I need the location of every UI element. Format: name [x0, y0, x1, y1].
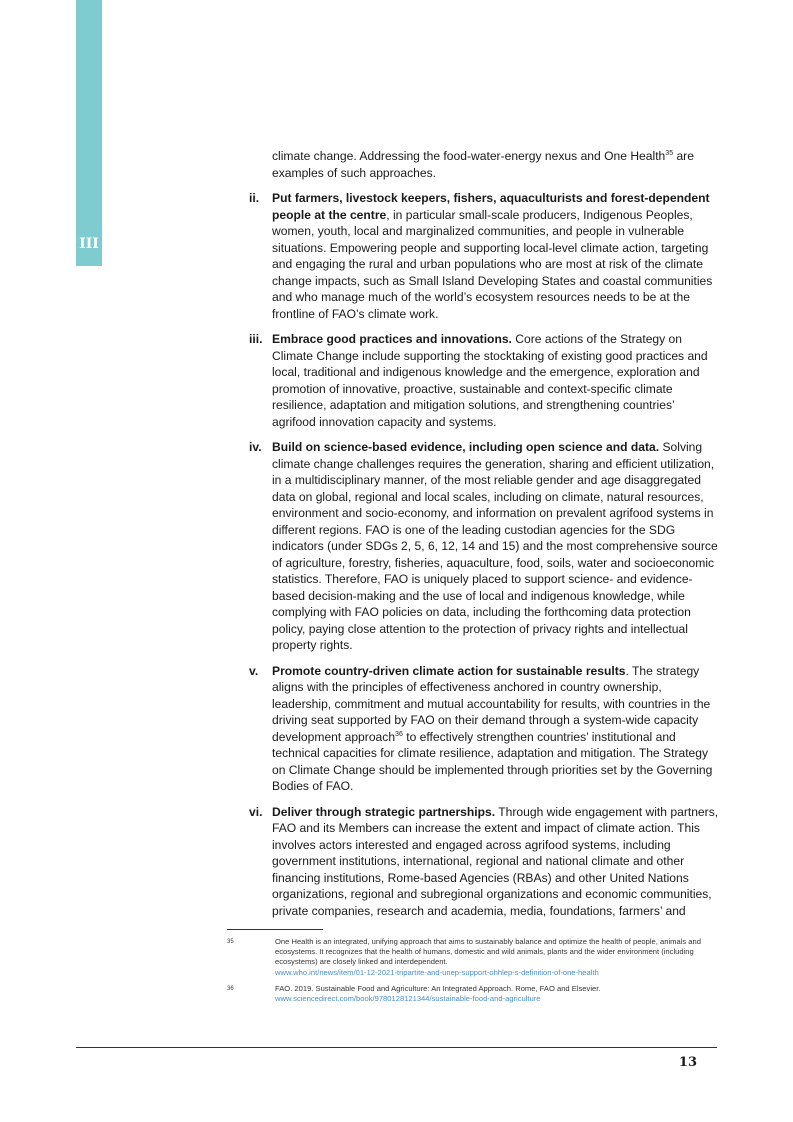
list-item-number: ii.: [249, 191, 260, 205]
chapter-number: III: [79, 236, 99, 252]
list-item-number: v.: [249, 663, 259, 678]
list-item-ii: [249, 190, 719, 322]
footnote-link[interactable]: www.sciencedirect.com/book/9780128121344/sustainable-food-and-agriculture: [275, 994, 541, 1004]
list-item-iv: [249, 439, 719, 654]
footnote-number: 35: [227, 939, 234, 945]
list-item-v: [249, 663, 719, 795]
list-item-text: Deliver through strategic partnerships. Through wide engagement with partners, FAO and its Members can increase the extent and impact of climate action. This involves actors interested and engaged across agrifood systems, including government institutions, international, regional and national climate and other financing institutions, Rome-based Agencies (RBAs) and other United Nations organizations, regional and subregional organizations and economic communities, private companies, research and academia, media, foundations, farmers’ and: [272, 804, 719, 918]
page-number: 13: [678, 1055, 697, 1070]
list-item-number: iv.: [249, 440, 262, 454]
footnote-divider: [227, 929, 323, 930]
list-item-number: iii.: [249, 332, 263, 346]
list-item-vi: [249, 804, 719, 920]
main-text: [249, 148, 719, 928]
footnote-35: [227, 937, 722, 978]
list-item-text: Promote country-driven climate action for sustainable results. The strategy aligns with the principles of effectiveness anchored in country ownership, leadership, commitment and mutual accountability for results, with countries in the driving seat supported by FAO on their demand through a system-wide capacity development approach$^{36}$ to effectively strengthen countries’ institutional and technical capacities for climate resilience, adaptation and mitigation. The Strategy on Climate Change should be implemented through priorities set by the Governing Bodies of FAO.: [272, 663, 713, 793]
list-item-text: Embrace good practices and innovations. Core actions of the Strategy on Climate Change include supporting the stocktaking of existing good practices and local, traditional and indigenous knowledge and the emergence, exploration and promotion of innovative, proactive, sustainable and context-specific climate resilience, adaptation and mitigation solutions, and strengthening countries’ agrifood innovation capacity and systems.: [272, 332, 708, 429]
footnote-ref-35[interactable]: 35: [665, 149, 674, 157]
footnote-text: One Health is an integrated, unifying approach that aims to sustainably balance and optimize the health of people, animals and ecosystems. It recognizes that the health of humans, domestic and wild animals, plants and the wider environment (including ecosystems) are closely linked and interdependent.: [275, 937, 701, 967]
chapter-side-tab: [76, 0, 102, 266]
footnote-ref-36[interactable]: 36: [395, 730, 403, 738]
footnote-link[interactable]: www.who.int/news/item/01-12-2021-tripartite-and-unep-support-ohhlep-s-definition-of-one-health: [275, 967, 599, 977]
list-item-text: Put farmers, livestock keepers, fishers, aquaculturists and forest-dependent people at the centre, in particular small-scale producers, Indigenous Peoples, women, youth, local and marginalized communities, and people in vulnerable situations. Empowering people and supporting local-level climate action, targeting and engaging the rural and urban populations who are most at risk of the climate change impacts, such as Small Island Developing States and coastal communities and who manage much of the world’s ecosystem resources needs to be at the frontline of FAO’s climate work.: [272, 191, 713, 321]
list-item-iii: [249, 331, 719, 430]
footnotes: [227, 937, 722, 1010]
page-footer-divider: [76, 1047, 717, 1048]
list-item-text: Build on science-based evidence, including open science and data. Solving climate change challenges requires the generation, sharing and efficient utilization, in a multidisciplinary manner, of the most reliable gender and age disaggregated data on global, regional and local scales, including on climate, natural resources, environment and socio-economy, and information on prevalent agrifood systems in different regions. FAO is one of the leading custodian agencies for the SDG indicators (under SDGs 2, 5, 6, 12, 14 and 15) and the most comprehensive source of agriculture, forestry, fisheries, aquaculture, food, soils, water and socioeconomic statistics. Therefore, FAO is uniquely placed to support science- and evidence-based decision-making and the use of local and indigenous knowledge, while complying with FAO policies on data, including the forthcoming data protection policy, paying close attention to the protection of privacy rights and intellectual property rights.: [272, 440, 718, 652]
footnote-text: FAO. 2019. Sustainable Food and Agriculture: An Integrated Approach. Rome, FAO and Elsevier.: [275, 983, 601, 993]
footnote-number: 36: [227, 985, 234, 992]
footnote-36: [227, 984, 722, 1004]
list-item-number: vi.: [249, 804, 263, 819]
intro-paragraph: climate change. Addressing the food-water-energy nexus and One Health$^{35}$ are examples of such approaches.: [272, 149, 694, 180]
